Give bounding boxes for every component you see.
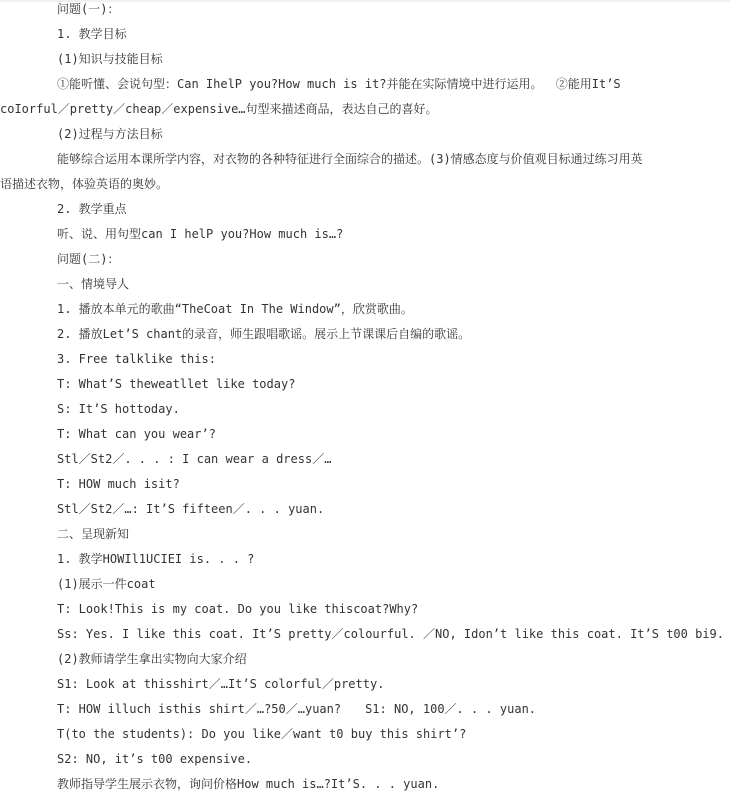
text-line: 问题(一)：: [57, 2, 120, 16]
text-line: (1)知识与技能目标: [57, 52, 163, 66]
text-line: 一、情境导人: [57, 277, 130, 291]
text-line: 二、呈现新知: [57, 527, 130, 541]
text-line: S2: NO, it’s t00 expensive.: [57, 752, 253, 766]
text-line: Stl／St2／. . . : I can wear a dress／…: [57, 452, 332, 466]
text-line: 语描述衣物，体验英语的奥妙。: [0, 177, 169, 191]
text-line: T: Look!This is my coat. Do you like thiscoat?Why?: [57, 602, 419, 616]
text-line: (2)过程与方法目标: [57, 127, 163, 141]
text-line: 能够综合运用本课所学内容，对衣物的各种特征进行全面综合的描述。(3)情感态度与价值观目标通过练习用英: [57, 152, 643, 166]
text-line: 1. 教学HOWIl1UCIEI is. . . ?: [57, 552, 255, 566]
text-line: T: HOW much isit?: [57, 477, 180, 491]
text-line: S1: Look at thisshirt／…It’S colorful／pretty.: [57, 677, 385, 691]
text-line: 2. 播放Let’S chant的录音，师生跟唱歌谣。展示上节课课后自编的歌谣。: [57, 327, 471, 341]
text-line: coIorful／pretty／cheap／expensive…句型来描述商品，表达自己的喜好。: [0, 102, 438, 116]
text-line: T: What can you wear’?: [57, 427, 216, 441]
text-line: 问题(二)：: [57, 252, 120, 266]
text-line: T: What’S theweatllet like today?: [57, 377, 296, 391]
text-line: 教师指导学生展示衣物，询问价格How much is…?It’S. . . yuan.: [57, 777, 440, 791]
text-line: ①能听懂、会说句型：Can IhelP you?How much is it?并能在实际情境中进行运用。 ②能用It’S: [57, 77, 621, 91]
text-line: 听、说、用句型can I helP you?How much is…?: [57, 227, 344, 241]
text-line: 1. 播放本单元的歌曲“TheCoat In The Window”，欣赏歌曲。: [57, 302, 413, 316]
text-line: (1)展示一件coat: [57, 577, 156, 591]
text-line: 1. 教学目标: [57, 27, 127, 41]
text-line: T: HOW illuch isthis shirt／…?50／…yuan? S1: NO, 100／. . . yuan.: [57, 702, 537, 716]
text-line: (2)教师请学生拿出实物向大家介绍: [57, 652, 247, 666]
text-line: 2. 教学重点: [57, 202, 127, 216]
text-line: 3. Free talklike this:: [57, 352, 216, 366]
text-line: T(to the students): Do you like／want t0 buy this shirt’?: [57, 727, 467, 741]
text-line: S: It’S hottoday.: [57, 402, 180, 416]
text-line: Stl／St2／…: It’S fifteen／. . . yuan.: [57, 502, 325, 516]
text-line: Ss: Yes. I like this coat. It’S pretty／colourful. ／NO, Idon’t like this coat. It’S t00 bi9.: [57, 627, 724, 641]
